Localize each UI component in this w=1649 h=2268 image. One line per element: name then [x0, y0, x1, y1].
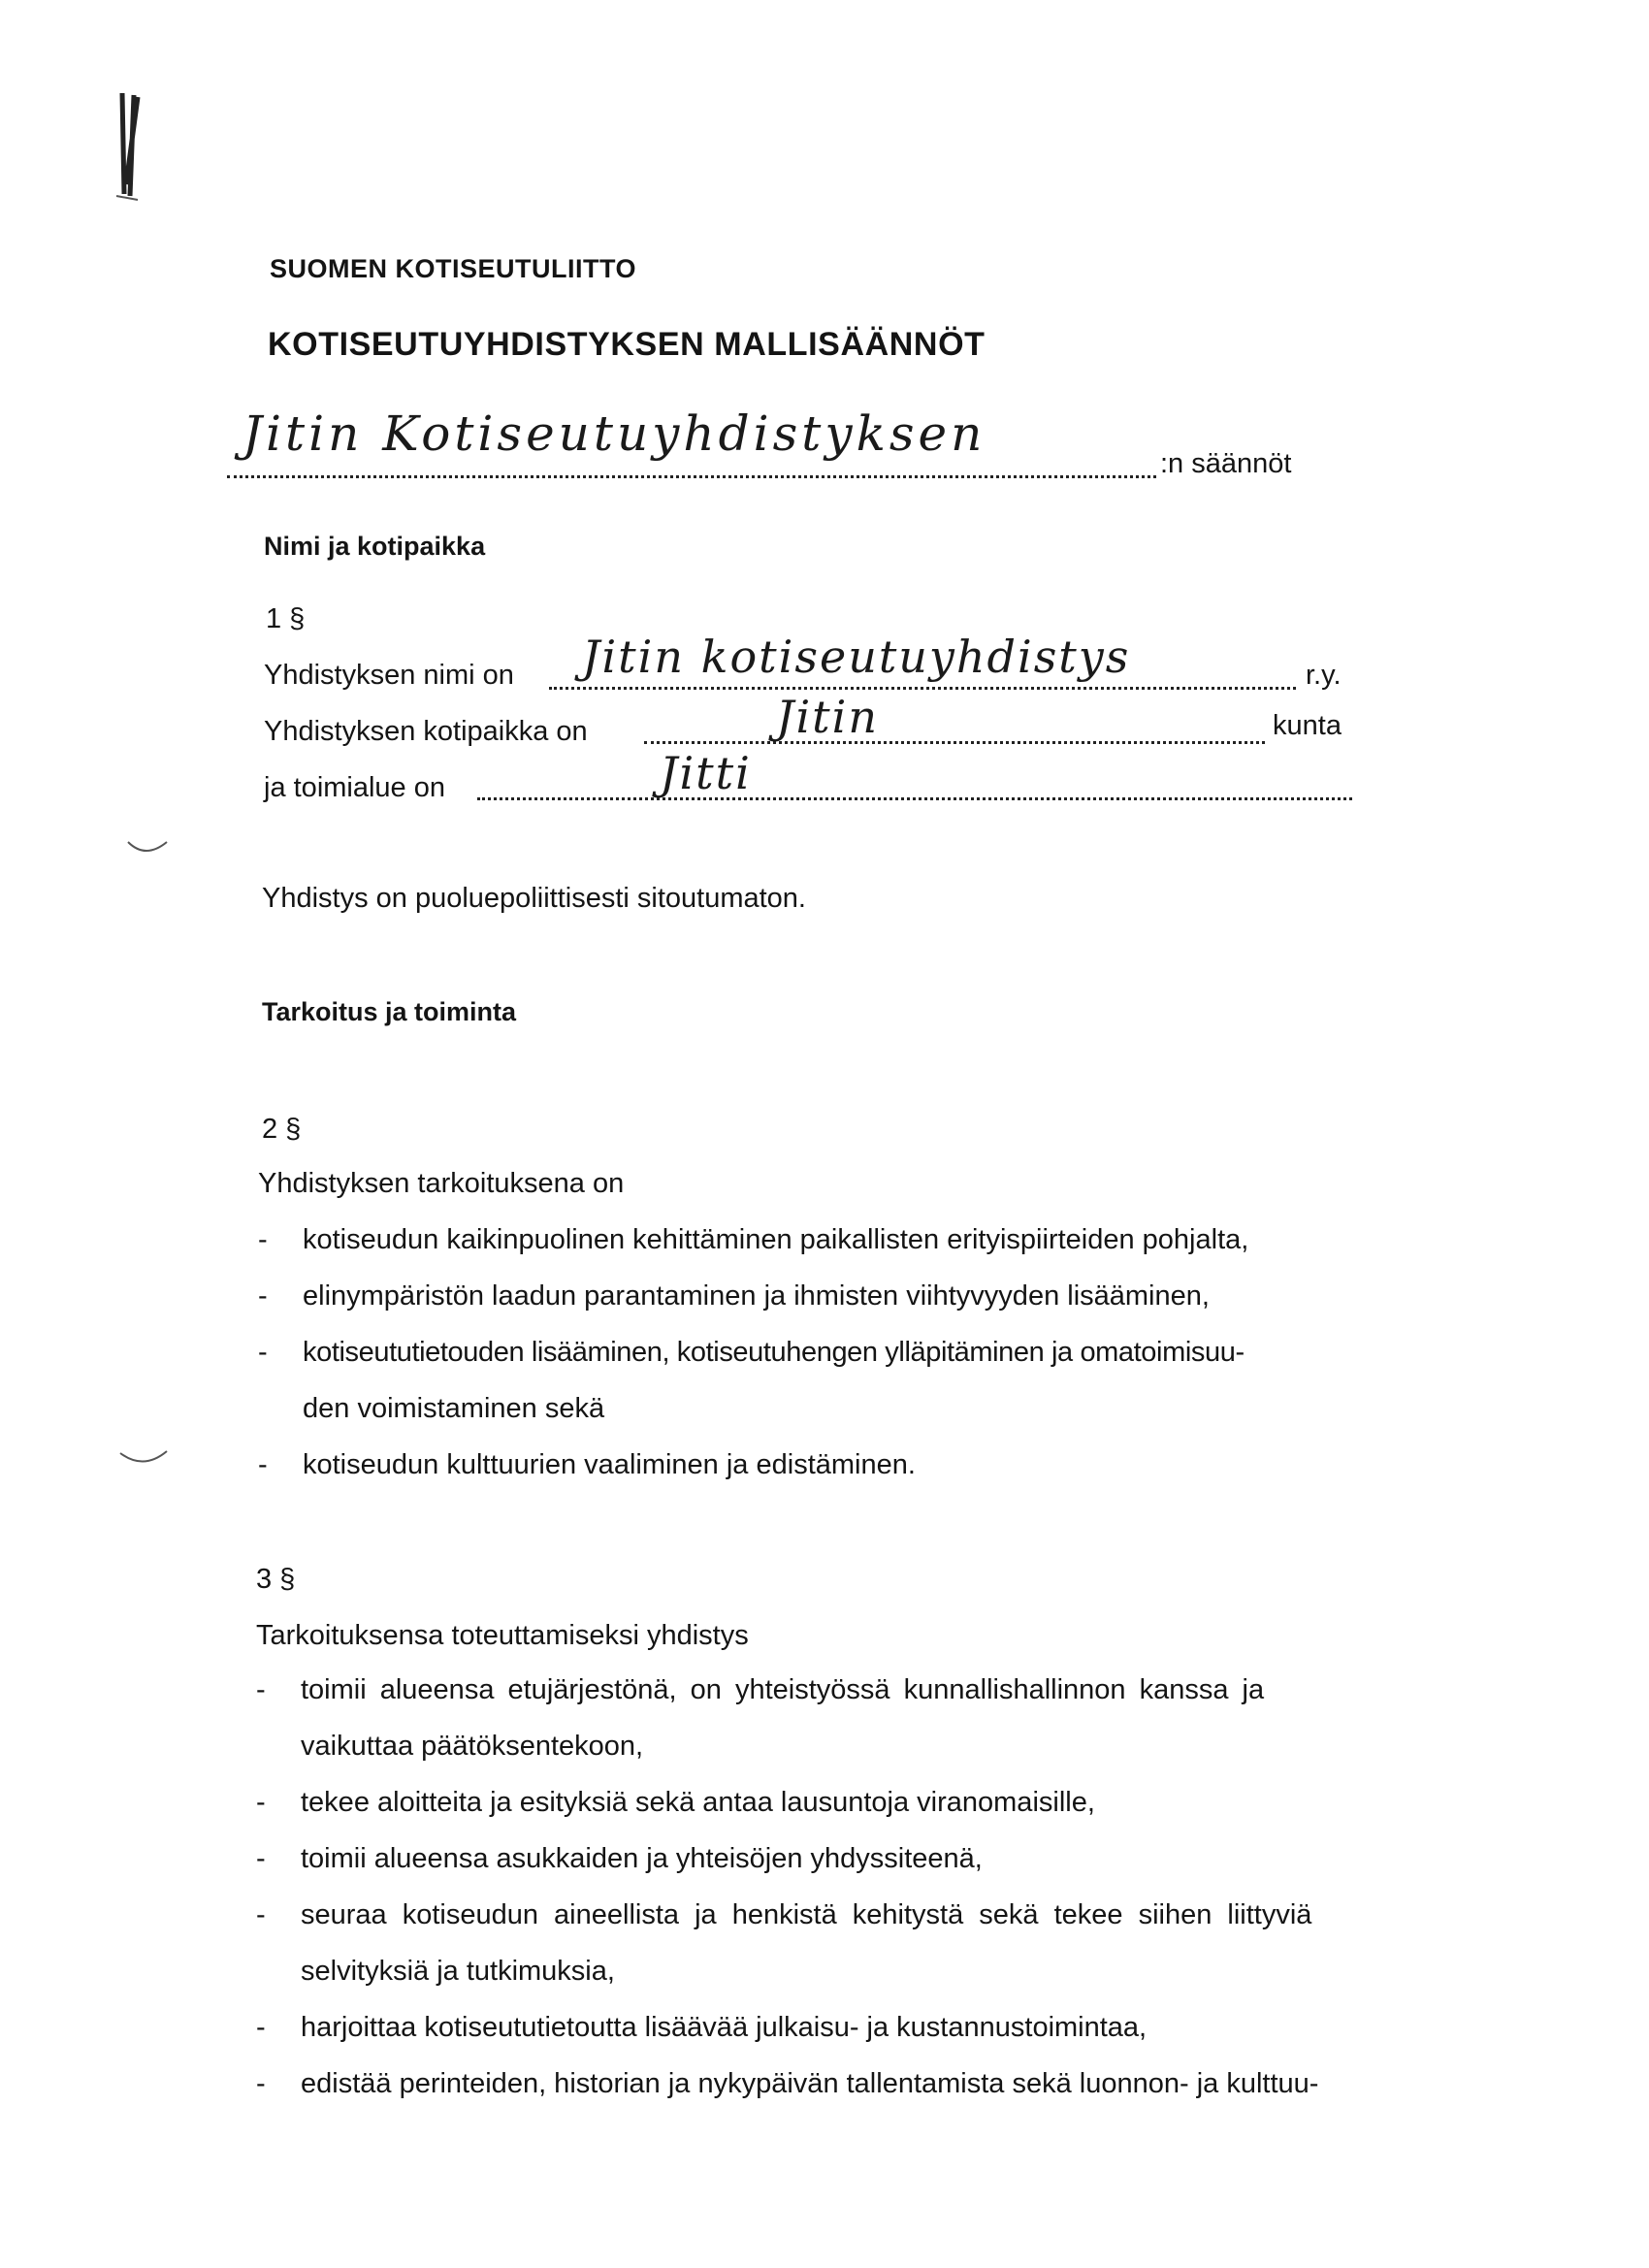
- paragraph-number-1: 1 §: [266, 603, 306, 634]
- rules-suffix: :n säännöt: [1160, 448, 1292, 479]
- area-dotted-line: [477, 797, 1352, 800]
- section-heading-purpose: Tarkoitus ja toiminta: [262, 997, 517, 1026]
- paragraph-number-3: 3 §: [256, 1564, 296, 1595]
- bullet-2-4: -: [258, 1449, 268, 1480]
- list-item-continuation: vaikuttaa päätöksentekoon,: [301, 1731, 644, 1762]
- bullet-3-2: -: [256, 1787, 266, 1818]
- paragraph-number-2: 2 §: [262, 1114, 302, 1145]
- handwritten-name-value: Jitin kotiseutuyhdistys: [582, 631, 1131, 683]
- list-item: kotiseututietouden lisääminen, kotiseutuhengen ylläpitäminen ja omatoimisuu-: [303, 1337, 1245, 1368]
- list-item-continuation: selvityksiä ja tutkimuksia,: [301, 1956, 615, 1987]
- name-suffix: r.y.: [1306, 660, 1342, 691]
- list-item: tekee aloitteita ja esityksiä sekä antaa lausuntoja viranomaisille,: [301, 1787, 1095, 1818]
- list-item: toimii alueensa asukkaiden ja yhteisöjen yhdyssiteenä,: [301, 1843, 983, 1874]
- list-item: kotiseudun kaikinpuolinen kehittäminen paikallisten erityispiirteiden pohjalta,: [303, 1224, 1249, 1255]
- list-item: kotiseudun kulttuurien vaaliminen ja edistäminen.: [303, 1449, 916, 1480]
- list-item: edistää perinteiden, historian ja nykypäivän tallentamista sekä luonnon- ja kulttuu-: [301, 2068, 1319, 2099]
- list-item-continuation: den voimistaminen sekä: [303, 1393, 605, 1424]
- neutrality-statement: Yhdistys on puoluepoliittisesti sitoutumaton.: [262, 883, 806, 914]
- home-dotted-line: [644, 741, 1265, 744]
- bullet-3-3: -: [256, 1843, 266, 1874]
- home-label: Yhdistyksen kotipaikka on: [264, 716, 588, 747]
- handwritten-home-value: Jitin: [776, 691, 879, 743]
- bullet-3-4: -: [256, 1899, 266, 1930]
- bullet-3-1: -: [256, 1674, 266, 1705]
- document-title: KOTISEUTUYHDISTYKSEN MALLISÄÄNNÖT: [268, 326, 986, 363]
- rules-name-dotted-line: [227, 475, 1156, 478]
- list-item: harjoittaa kotiseututietoutta lisäävää julkaisu- ja kustannustoimintaa,: [301, 2012, 1148, 2043]
- area-label: ja toimialue on: [264, 772, 445, 803]
- name-label: Yhdistyksen nimi on: [264, 660, 514, 691]
- list-item: seuraa kotiseudun aineellista ja henkistä kehitystä sekä tekee siihen liittyviä: [301, 1899, 1312, 1930]
- paragraph-2-intro: Yhdistyksen tarkoituksena on: [258, 1168, 625, 1199]
- bullet-3-6: -: [256, 2068, 266, 2099]
- name-dotted-line: [549, 687, 1296, 690]
- punch-hole-mark-top: [124, 834, 173, 863]
- paragraph-3-intro: Tarkoituksensa toteuttamiseksi yhdistys: [256, 1620, 749, 1651]
- handwritten-area-value: Jitti: [660, 747, 752, 799]
- punch-hole-mark-bottom: [116, 1445, 175, 1474]
- handwritten-association-name: Jitin Kotiseutuyhdistyksen: [242, 405, 986, 462]
- list-item: toimii alueensa etujärjestönä, on yhteistyössä kunnallishallinnon kanssa ja: [301, 1674, 1265, 1705]
- section-heading-name: Nimi ja kotipaikka: [264, 532, 486, 561]
- bullet-2-3: -: [258, 1337, 268, 1368]
- home-suffix: kunta: [1273, 710, 1342, 741]
- organization-name: SUOMEN KOTISEUTULIITTO: [270, 254, 637, 283]
- margin-pen-mark: [109, 87, 157, 204]
- bullet-3-5: -: [256, 2012, 266, 2043]
- bullet-2-1: -: [258, 1224, 268, 1255]
- bullet-2-2: -: [258, 1280, 268, 1312]
- list-item: elinympäristön laadun parantaminen ja ihmisten viihtyvyyden lisääminen,: [303, 1280, 1210, 1312]
